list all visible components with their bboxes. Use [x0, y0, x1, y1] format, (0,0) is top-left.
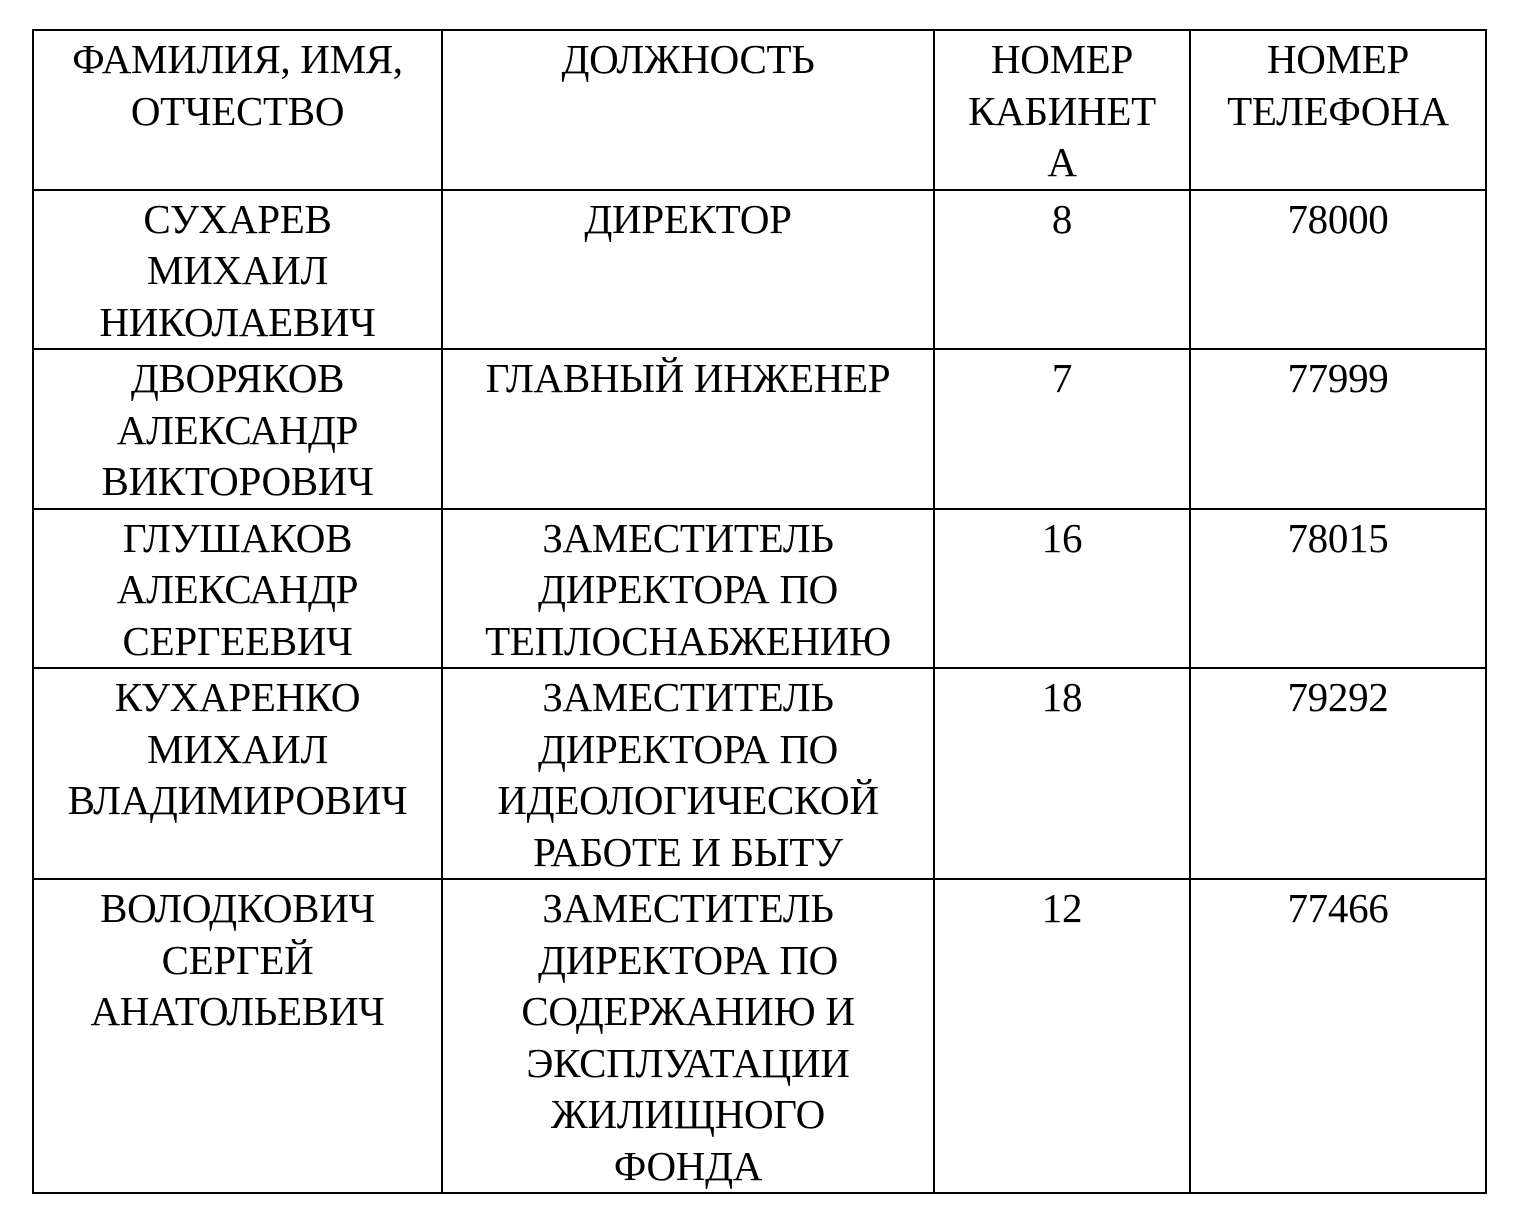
cell-full-name: СУХАРЕВ МИХАИЛ НИКОЛАЕВИЧ — [33, 190, 442, 350]
table-row — [33, 190, 1486, 350]
cell-full-name: ДВОРЯКОВ АЛЕКСАНДР ВИКТОРОВИЧ — [33, 349, 442, 509]
cell-office-number: 18 — [934, 668, 1190, 879]
header-full-name: ФАМИЛИЯ, ИМЯ, ОТЧЕСТВО — [33, 30, 442, 190]
table-row — [33, 349, 1486, 509]
cell-position: ГЛАВНЫЙ ИНЖЕНЕР — [442, 349, 934, 509]
cell-full-name: КУХАРЕНКО МИХАИЛ ВЛАДИМИРОВИЧ — [33, 668, 442, 879]
cell-phone-number: 77466 — [1190, 879, 1486, 1193]
cell-full-name: ВОЛОДКОВИЧ СЕРГЕЙ АНАТОЛЬЕВИЧ — [33, 879, 442, 1193]
staff-directory-table — [32, 29, 1487, 1194]
table-header-row — [33, 30, 1486, 190]
cell-phone-number: 77999 — [1190, 349, 1486, 509]
cell-full-name: ГЛУШАКОВ АЛЕКСАНДР СЕРГЕЕВИЧ — [33, 509, 442, 669]
cell-office-number: 8 — [934, 190, 1190, 350]
cell-position: ЗАМЕСТИТЕЛЬ ДИРЕКТОРА ПО ИДЕОЛОГИЧЕСКОЙ РАБОТЕ И БЫТУ — [442, 668, 934, 879]
header-phone-number: НОМЕР ТЕЛЕФОНА — [1190, 30, 1486, 190]
cell-phone-number: 78000 — [1190, 190, 1486, 350]
header-position: ДОЛЖНОСТЬ — [442, 30, 934, 190]
table-row — [33, 879, 1486, 1193]
cell-office-number: 16 — [934, 509, 1190, 669]
header-office-number: НОМЕР КАБИНЕТ А — [934, 30, 1190, 190]
cell-position: ДИРЕКТОР — [442, 190, 934, 350]
cell-position: ЗАМЕСТИТЕЛЬ ДИРЕКТОРА ПО ТЕПЛОСНАБЖЕНИЮ — [442, 509, 934, 669]
cell-phone-number: 79292 — [1190, 668, 1486, 879]
table-row — [33, 668, 1486, 879]
cell-position: ЗАМЕСТИТЕЛЬ ДИРЕКТОРА ПО СОДЕРЖАНИЮ И ЭКСПЛУАТАЦИИ ЖИЛИЩНОГО ФОНДА — [442, 879, 934, 1193]
cell-office-number: 12 — [934, 879, 1190, 1193]
cell-phone-number: 78015 — [1190, 509, 1486, 669]
cell-office-number: 7 — [934, 349, 1190, 509]
table-row — [33, 509, 1486, 669]
